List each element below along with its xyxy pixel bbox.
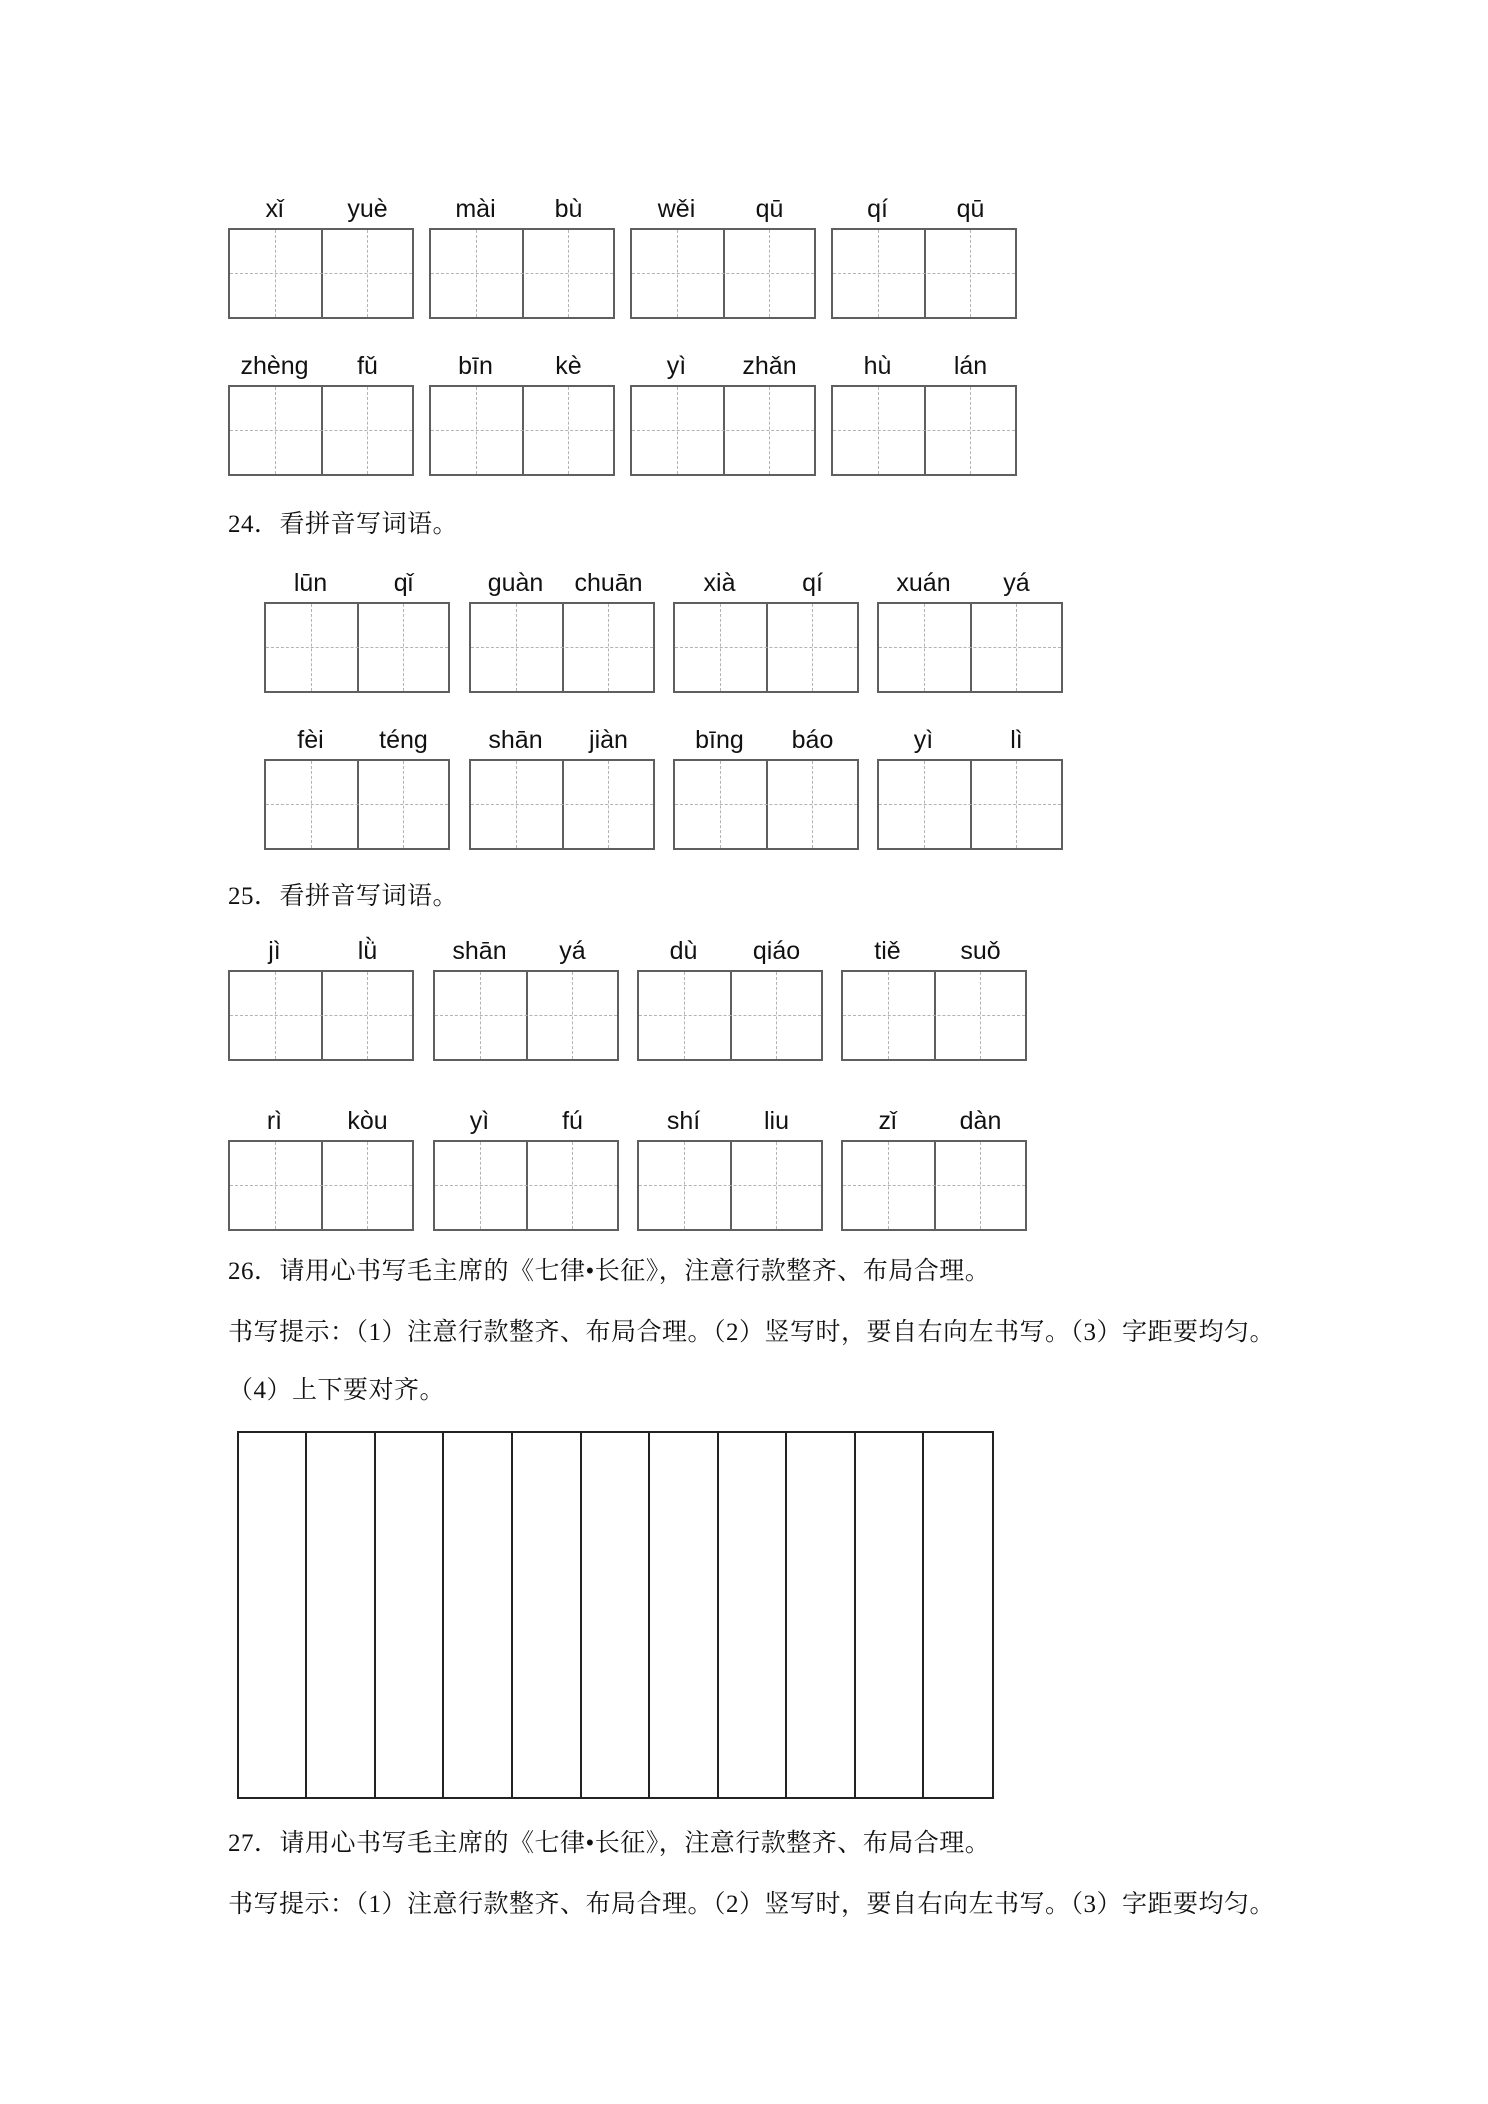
tianzige-writing-box[interactable] xyxy=(469,759,655,850)
tianzige-guide-line xyxy=(431,430,613,431)
pinyin-syllable: fǔ xyxy=(357,352,378,380)
tianzige-writing-box[interactable] xyxy=(637,970,823,1061)
pinyin-word-group xyxy=(630,349,816,475)
pinyin-syllable: kòu xyxy=(347,1107,388,1135)
tianzige-guide-line xyxy=(266,804,448,805)
tianzige-guide-line xyxy=(878,387,879,474)
tianzige-guide-line xyxy=(769,387,770,474)
tianzige-guide-line xyxy=(572,1142,573,1229)
tianzige-guide-line xyxy=(769,230,770,317)
tianzige-writing-box[interactable] xyxy=(228,385,414,476)
pinyin-syllable: tiě xyxy=(874,937,901,965)
pinyin-word-group xyxy=(630,192,816,318)
pinyin-syllable: lì xyxy=(1010,726,1023,754)
tianzige-guide-line xyxy=(888,1142,889,1229)
tianzige-guide-line xyxy=(675,647,857,648)
tianzige-writing-box[interactable] xyxy=(673,602,859,693)
grid-column-divider xyxy=(305,1433,307,1797)
tianzige-guide-line xyxy=(677,230,678,317)
pinyin-word-group xyxy=(831,349,1017,475)
question-25-title: 25．看拼音写词语。 xyxy=(228,883,459,910)
tianzige-writing-box[interactable] xyxy=(630,385,816,476)
pinyin-syllable: jì xyxy=(268,937,281,965)
pinyin-word-group xyxy=(228,349,414,475)
tianzige-writing-box[interactable] xyxy=(228,970,414,1061)
tianzige-writing-box[interactable] xyxy=(831,228,1017,319)
tianzige-writing-box[interactable] xyxy=(630,228,816,319)
pinyin-word-group xyxy=(673,723,859,849)
tianzige-guide-line xyxy=(924,604,925,691)
vertical-writing-grid[interactable] xyxy=(237,1431,994,1799)
grid-column-divider xyxy=(854,1433,856,1797)
pinyin-syllable: hù xyxy=(863,352,892,380)
pinyin-word-group xyxy=(433,1104,619,1230)
tianzige-guide-line xyxy=(476,230,477,317)
tianzige-guide-line xyxy=(275,1142,276,1229)
pinyin-syllable: yì xyxy=(666,352,687,380)
pinyin-word-group xyxy=(841,934,1027,1060)
tianzige-guide-line xyxy=(275,972,276,1059)
grid-column-divider xyxy=(648,1433,650,1797)
pinyin-word-group xyxy=(673,566,859,692)
pinyin-syllable: qí xyxy=(802,569,823,597)
grid-column-divider xyxy=(374,1433,376,1797)
pinyin-syllable: xià xyxy=(703,569,736,597)
pinyin-syllable: bīn xyxy=(458,352,493,380)
tianzige-guide-line xyxy=(516,604,517,691)
pinyin-syllable: bù xyxy=(554,195,583,223)
tianzige-guide-line xyxy=(879,804,1061,805)
pinyin-syllable: suǒ xyxy=(960,937,1001,965)
pinyin-syllable: qū xyxy=(956,195,985,223)
pinyin-word-group xyxy=(637,1104,823,1230)
tianzige-guide-line xyxy=(639,1185,821,1186)
pinyin-syllable: fú xyxy=(562,1107,583,1135)
tianzige-guide-line xyxy=(812,604,813,691)
tianzige-writing-box[interactable] xyxy=(877,602,1063,693)
question-27-title: 27．请用心书写毛主席的《七律•长征》，注意行款整齐、布局合理。 xyxy=(228,1830,991,1857)
tianzige-guide-line xyxy=(879,647,1061,648)
pinyin-syllable: mài xyxy=(455,195,496,223)
pinyin-syllable: yá xyxy=(1003,569,1030,597)
tianzige-guide-line xyxy=(275,230,276,317)
tianzige-guide-line xyxy=(230,1015,412,1016)
tianzige-guide-line xyxy=(275,387,276,474)
pinyin-syllable: dàn xyxy=(959,1107,1002,1135)
pinyin-syllable: shí xyxy=(666,1107,701,1135)
pinyin-word-group xyxy=(831,192,1017,318)
tianzige-guide-line xyxy=(568,387,569,474)
pinyin-syllable: zhèng xyxy=(240,352,309,380)
tianzige-guide-line xyxy=(970,230,971,317)
tianzige-writing-box[interactable] xyxy=(841,970,1027,1061)
question-24-title: 24．看拼音写词语。 xyxy=(228,511,459,538)
pinyin-word-group xyxy=(429,192,615,318)
tianzige-guide-line xyxy=(684,972,685,1059)
tianzige-guide-line xyxy=(608,604,609,691)
tianzige-writing-box[interactable] xyxy=(831,385,1017,476)
tianzige-guide-line xyxy=(812,761,813,848)
question-26-title: 26．请用心书写毛主席的《七律•长征》，注意行款整齐、布局合理。 xyxy=(228,1258,991,1285)
pinyin-syllable: guàn xyxy=(487,569,544,597)
pinyin-word-group xyxy=(841,1104,1027,1230)
tianzige-guide-line xyxy=(311,604,312,691)
pinyin-syllable: fèi xyxy=(297,726,324,754)
pinyin-syllable: lūn xyxy=(293,569,328,597)
pinyin-syllable: liu xyxy=(763,1107,789,1135)
tianzige-guide-line xyxy=(720,761,721,848)
pinyin-word-group xyxy=(877,566,1063,692)
tianzige-guide-line xyxy=(431,273,613,274)
pinyin-syllable: chuān xyxy=(574,569,643,597)
tianzige-guide-line xyxy=(639,1015,821,1016)
pinyin-word-group xyxy=(228,192,414,318)
pinyin-syllable: shān xyxy=(488,726,543,754)
pinyin-syllable: lán xyxy=(953,352,988,380)
tianzige-guide-line xyxy=(608,761,609,848)
tianzige-guide-line xyxy=(1016,761,1017,848)
tianzige-guide-line xyxy=(471,647,653,648)
tianzige-guide-line xyxy=(230,1185,412,1186)
pinyin-word-group xyxy=(433,934,619,1060)
pinyin-syllable: qí xyxy=(867,195,888,223)
tianzige-guide-line xyxy=(403,761,404,848)
pinyin-syllable: báo xyxy=(791,726,834,754)
grid-column-divider xyxy=(717,1433,719,1797)
tianzige-guide-line xyxy=(367,387,368,474)
tianzige-guide-line xyxy=(878,230,879,317)
pinyin-syllable: yá xyxy=(559,937,586,965)
tianzige-guide-line xyxy=(980,972,981,1059)
pinyin-word-group xyxy=(264,723,450,849)
tianzige-guide-line xyxy=(888,972,889,1059)
grid-column-divider xyxy=(785,1433,787,1797)
tianzige-writing-box[interactable] xyxy=(429,228,615,319)
tianzige-guide-line xyxy=(776,1142,777,1229)
tianzige-guide-line xyxy=(266,647,448,648)
tianzige-guide-line xyxy=(367,1142,368,1229)
tianzige-guide-line xyxy=(311,761,312,848)
tianzige-writing-box[interactable] xyxy=(228,1140,414,1231)
question-27-hint: 书写提示：（1）注意行款整齐、布局合理。（2）竖写时，要自右向左书写。（3）字距要均匀。 xyxy=(228,1891,1276,1918)
tianzige-guide-line xyxy=(480,972,481,1059)
pinyin-syllable: yuè xyxy=(347,195,388,223)
pinyin-syllable: zhǎn xyxy=(742,352,797,380)
tianzige-guide-line xyxy=(776,972,777,1059)
tianzige-guide-line xyxy=(833,430,1015,431)
tianzige-guide-line xyxy=(833,273,1015,274)
tianzige-writing-box[interactable] xyxy=(264,759,450,850)
pinyin-syllable: lǜ xyxy=(357,937,378,965)
tianzige-guide-line xyxy=(230,430,412,431)
pinyin-word-group xyxy=(228,934,414,1060)
tianzige-guide-line xyxy=(970,387,971,474)
tianzige-guide-line xyxy=(367,972,368,1059)
pinyin-word-group xyxy=(469,566,655,692)
tianzige-writing-box[interactable] xyxy=(429,385,615,476)
pinyin-syllable: qǐ xyxy=(393,569,414,597)
tianzige-guide-line xyxy=(684,1142,685,1229)
tianzige-writing-box[interactable] xyxy=(433,970,619,1061)
tianzige-guide-line xyxy=(720,604,721,691)
pinyin-syllable: zǐ xyxy=(878,1107,897,1135)
tianzige-writing-box[interactable] xyxy=(228,228,414,319)
tianzige-guide-line xyxy=(403,604,404,691)
pinyin-syllable: yì xyxy=(469,1107,490,1135)
pinyin-syllable: téng xyxy=(379,726,428,754)
tianzige-guide-line xyxy=(367,230,368,317)
pinyin-syllable: dù xyxy=(669,937,698,965)
pinyin-syllable: yì xyxy=(913,726,934,754)
pinyin-word-group xyxy=(637,934,823,1060)
pinyin-syllable: wěi xyxy=(657,195,696,223)
pinyin-word-group xyxy=(469,723,655,849)
pinyin-syllable: kè xyxy=(555,352,582,380)
tianzige-guide-line xyxy=(843,1015,1025,1016)
tianzige-writing-box[interactable] xyxy=(264,602,450,693)
tianzige-writing-box[interactable] xyxy=(469,602,655,693)
grid-column-divider xyxy=(580,1433,582,1797)
grid-column-divider xyxy=(922,1433,924,1797)
tianzige-writing-box[interactable] xyxy=(433,1140,619,1231)
tianzige-guide-line xyxy=(843,1185,1025,1186)
tianzige-guide-line xyxy=(980,1142,981,1229)
tianzige-writing-box[interactable] xyxy=(841,1140,1027,1231)
tianzige-guide-line xyxy=(924,761,925,848)
tianzige-guide-line xyxy=(471,804,653,805)
tianzige-guide-line xyxy=(675,804,857,805)
tianzige-guide-line xyxy=(568,230,569,317)
pinyin-word-group xyxy=(264,566,450,692)
tianzige-guide-line xyxy=(476,387,477,474)
pinyin-word-group xyxy=(228,1104,414,1230)
pinyin-syllable: rì xyxy=(266,1107,283,1135)
tianzige-guide-line xyxy=(677,387,678,474)
tianzige-writing-box[interactable] xyxy=(637,1140,823,1231)
pinyin-syllable: jiàn xyxy=(589,726,628,754)
pinyin-word-group xyxy=(429,349,615,475)
grid-column-divider xyxy=(442,1433,444,1797)
tianzige-guide-line xyxy=(480,1142,481,1229)
tianzige-writing-box[interactable] xyxy=(877,759,1063,850)
tianzige-writing-box[interactable] xyxy=(673,759,859,850)
pinyin-syllable: xuán xyxy=(896,569,951,597)
tianzige-guide-line xyxy=(516,761,517,848)
tianzige-guide-line xyxy=(632,273,814,274)
pinyin-syllable: bīng xyxy=(695,726,744,754)
tianzige-guide-line xyxy=(1016,604,1017,691)
tianzige-guide-line xyxy=(435,1015,617,1016)
pinyin-syllable: xǐ xyxy=(265,195,284,223)
tianzige-guide-line xyxy=(435,1185,617,1186)
pinyin-syllable: shān xyxy=(452,937,507,965)
tianzige-guide-line xyxy=(230,273,412,274)
tianzige-guide-line xyxy=(572,972,573,1059)
tianzige-guide-line xyxy=(632,430,814,431)
question-26-hint-continued: （4）上下要对齐。 xyxy=(228,1377,446,1404)
pinyin-syllable: qū xyxy=(755,195,784,223)
pinyin-syllable: qiáo xyxy=(752,937,801,965)
pinyin-word-group xyxy=(877,723,1063,849)
grid-column-divider xyxy=(511,1433,513,1797)
question-26-hint: 书写提示：（1）注意行款整齐、布局合理。（2）竖写时，要自右向左书写。（3）字距要均匀。 xyxy=(228,1319,1276,1346)
